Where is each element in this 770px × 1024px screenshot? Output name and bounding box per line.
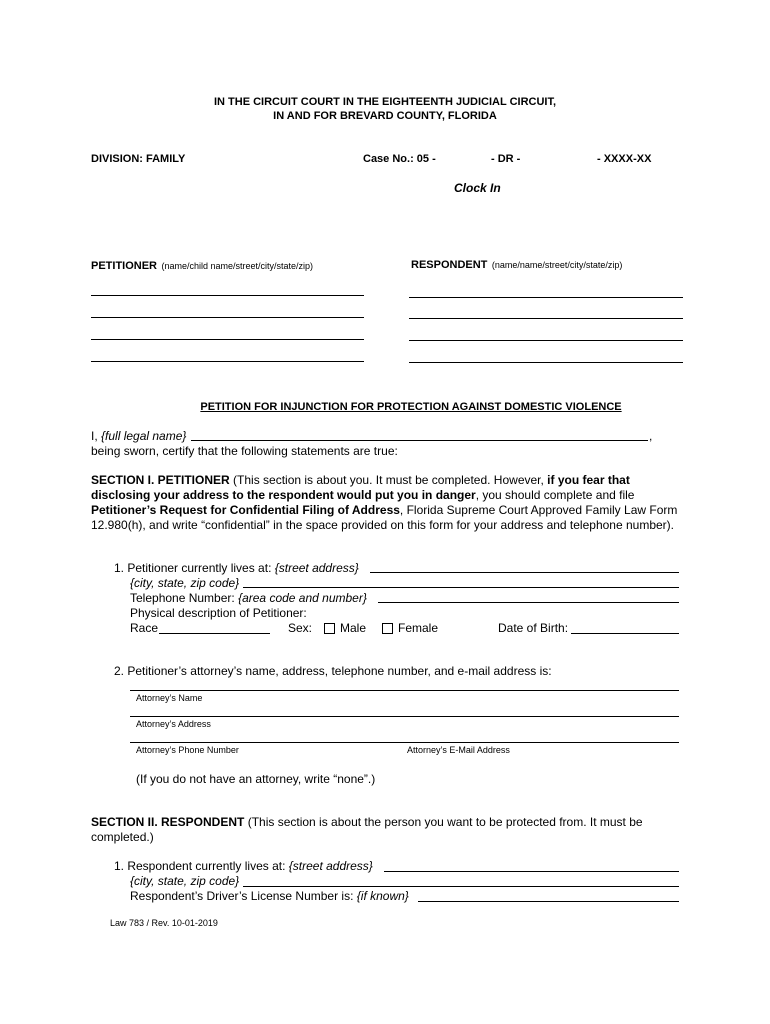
dob-field[interactable] <box>571 619 679 634</box>
respondent-hint: (name/name/street/city/state/zip) <box>491 260 623 270</box>
respondent-address-line <box>114 859 373 873</box>
license-label: Respondent’s Driver’s License Number is: <box>130 889 357 903</box>
section2-paragraph <box>91 815 671 845</box>
form-id: Law 783 / Rev. 10-01-2019 <box>110 918 218 928</box>
attorney-email-caption: Attorney’s E-Mail Address <box>407 745 510 755</box>
street-address-hint: {street address} <box>274 561 359 575</box>
physical-description-label: Physical description of Petitioner: <box>130 606 307 620</box>
court-header-line2: IN AND FOR BREVARD COUNTY, FLORIDA <box>273 110 497 122</box>
section1-text1: (This section is about you. It must be completed. However, <box>229 473 548 487</box>
attorney-contact-line[interactable] <box>130 742 679 743</box>
male-checkbox[interactable] <box>324 623 335 634</box>
petitioner-lives-label: 1. Petitioner currently lives at: <box>114 561 275 575</box>
license-line <box>130 889 409 903</box>
female-checkbox[interactable] <box>382 623 393 634</box>
respondent-street-field[interactable] <box>384 857 679 872</box>
section1-bold2: Petitioner’s Request for Confidential Filing of Address <box>91 503 400 517</box>
city-state-zip-hint: {city, state, zip code} <box>130 576 240 590</box>
telephone-hint: {area code and number} <box>238 591 367 605</box>
case-suffix-label: - XXXX-XX <box>597 153 652 165</box>
petitioner-phone-field[interactable] <box>378 588 679 603</box>
section1-text3: , Florida Supreme Court Approved Family Law Form 12.980(h), and write “confidential” in the space provided on this form for your address and telephone number). <box>91 503 678 532</box>
respondent-line-3[interactable] <box>409 340 683 341</box>
intro-prefix: I, <box>91 429 102 443</box>
telephone-label: Telephone Number: <box>130 591 239 605</box>
section1-text2: , you should complete and file <box>475 488 635 502</box>
full-name-field[interactable] <box>191 426 648 441</box>
respondent-city-field[interactable] <box>243 872 679 887</box>
petitioner-line-3[interactable] <box>91 339 364 340</box>
male-label: Male <box>340 621 367 635</box>
clock-in-label: Clock In <box>454 181 501 195</box>
section2-text: (This section is about the person you want to be protected from. It must be completed.) <box>91 815 643 844</box>
dob-label: Date of Birth: <box>498 621 569 635</box>
female-label: Female <box>398 621 439 635</box>
respondent-label: RESPONDENT <box>411 259 488 271</box>
attorney-address-caption: Attorney’s Address <box>136 719 211 729</box>
license-hint: {if known} <box>356 889 409 903</box>
attorney-name-caption: Attorney’s Name <box>136 693 203 703</box>
petitioner-hint: (name/child name/street/city/state/zip) <box>161 261 314 271</box>
petitioner-line-4[interactable] <box>91 361 364 362</box>
intro-comma: , <box>649 429 653 443</box>
section2-heading: SECTION II. RESPONDENT <box>91 815 245 829</box>
division-label: DIVISION: FAMILY <box>91 153 186 165</box>
respondent-street-hint: {street address} <box>288 859 373 873</box>
intro-line <box>91 429 186 443</box>
race-label: Race <box>130 621 159 635</box>
respondent-heading <box>411 255 622 273</box>
section1-paragraph <box>91 473 681 533</box>
petitioner-line-1[interactable] <box>91 295 364 296</box>
respondent-line-2[interactable] <box>409 318 683 319</box>
attorney-address-line[interactable] <box>130 716 679 717</box>
respondent-line-1[interactable] <box>409 297 683 298</box>
attorney-phone-caption: Attorney’s Phone Number <box>136 745 239 755</box>
telephone-line <box>130 591 367 605</box>
sex-label: Sex: <box>288 621 313 635</box>
section1-heading: SECTION I. PETITIONER <box>91 473 230 487</box>
case-dr-label: - DR - <box>491 153 521 165</box>
petition-title: PETITION FOR INJUNCTION FOR PROTECTION AGAINST DOMESTIC VIOLENCE <box>200 401 622 413</box>
attorney-name-line[interactable] <box>130 690 679 691</box>
case-number-label: Case No.: 05 - <box>363 153 436 165</box>
section1-bold1: if you fear that disclosing your address to the respondent would put you in danger <box>91 473 630 502</box>
petitioner-street-field[interactable] <box>370 558 679 573</box>
respondent-lives-label: 1. Respondent currently lives at: <box>114 859 289 873</box>
female-option[interactable] <box>382 621 438 635</box>
petitioner-label: PETITIONER <box>91 260 158 272</box>
respondent-city-hint: {city, state, zip code} <box>130 874 240 888</box>
no-attorney-note: (If you do not have an attorney, write “none”.) <box>136 772 376 786</box>
court-header-line1: IN THE CIRCUIT COURT IN THE EIGHTEENTH JUDICIAL CIRCUIT, <box>213 96 557 108</box>
full-name-hint: {full legal name} <box>101 429 187 443</box>
race-field[interactable] <box>159 619 270 634</box>
license-field[interactable] <box>418 887 679 902</box>
attorney-item-label: 2. Petitioner’s attorney’s name, address, telephone number, and e-mail address is: <box>114 664 552 678</box>
male-option[interactable] <box>324 621 366 635</box>
respondent-line-4[interactable] <box>409 362 683 363</box>
petitioner-city-field[interactable] <box>243 573 679 588</box>
petitioner-heading <box>91 256 313 274</box>
sworn-statement: being sworn, certify that the following statements are true: <box>91 444 398 458</box>
petitioner-line-2[interactable] <box>91 317 364 318</box>
